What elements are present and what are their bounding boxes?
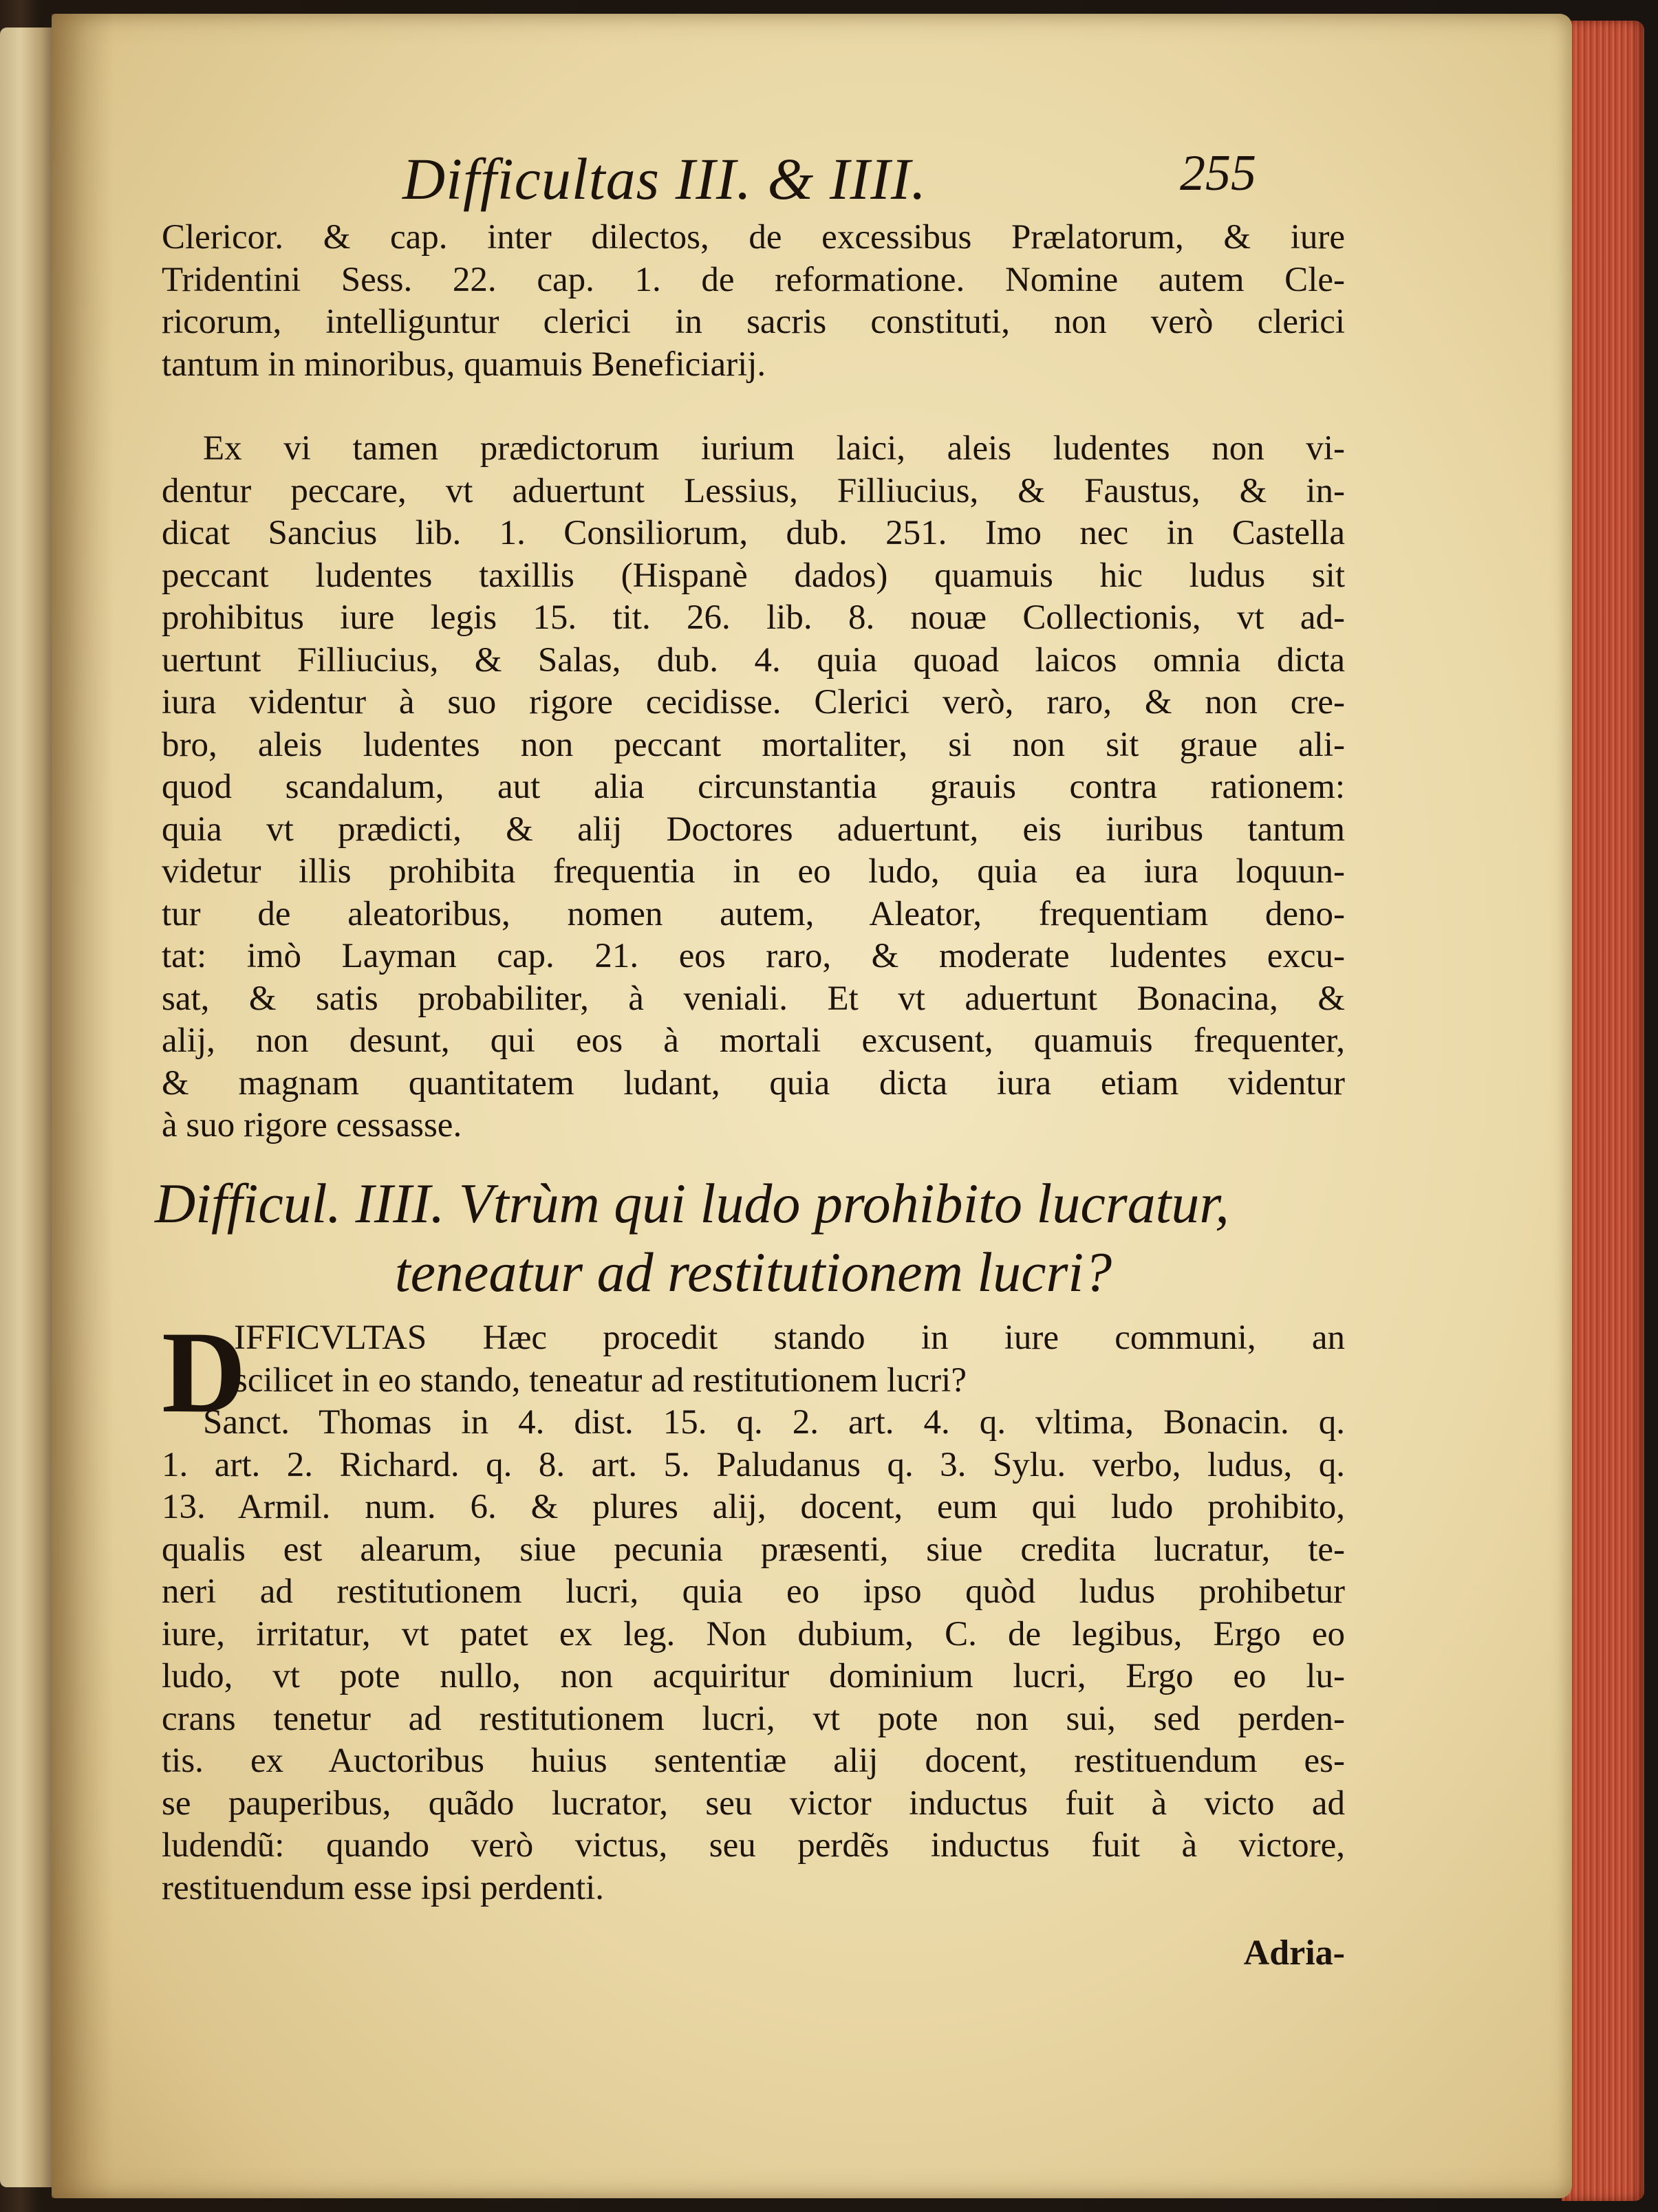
paragraph-opening [234,1317,1345,1402]
text-line: ricorum, intelliguntur clerici in sacris constituti, non verò clerici [162,303,1345,341]
text-line: sat, & satis probabiliter, à veniali. Et vt aduertunt Bonacina, & [162,979,1345,1018]
text-line: prohibitus iure legis 15. tit. 26. lib. 8. nouæ Collectionis, vt ad- [162,598,1345,637]
text-line: iure, irritatur, vt patet ex leg. Non dubium, C. de legibus, Ergo eo [162,1614,1345,1653]
text-line: crans tenetur ad restitutionem lucri, vt pote non sui, sed perden- [162,1699,1345,1738]
page-number: 255 [1180,145,1256,202]
text-line: alij, non desunt, qui eos à mortali excusent, quamuis frequenter, [162,1021,1345,1060]
text-line: tis. ex Auctoribus huius sententiæ alij docent, restituendum es- [162,1742,1345,1780]
running-title: Difficultas III. & IIII. [402,146,927,212]
text-line: & magnam quantitatem ludant, quia dicta iura etiam videntur [162,1063,1345,1103]
text-line: neri ad restitutionem lucri, quia eo ipso quòd ludus prohibetur [162,1572,1345,1611]
text-line: dentur peccare, vt aduertunt Lessius, Filliucius, & Faustus, & in- [162,471,1345,510]
text-line: qualis est alearum, siue pecunia præsenti, siue credita lucratur, te- [162,1530,1345,1569]
text-line: ludendũ: quando verò victus, seu perdẽs inductus fuit à victore, [162,1826,1345,1865]
left-page-edge [0,28,55,2187]
text-line: dicat Sancius lib. 1. Consiliorum, dub. 251. Imo nec in Castella [162,514,1345,552]
drop-cap-initial: D [162,1308,246,1437]
text-line: Tridentini Sess. 22. cap. 1. de reformatione. Nomine autem Cle- [162,260,1345,299]
text-line: tur de aleatoribus, nomen autem, Aleator, frequentiam deno- [162,894,1345,933]
text-line: Sanct. Thomas in 4. dist. 15. q. 2. art. 4. q. vltima, Bonacin. q. [203,1403,1345,1442]
heading-line: teneatur ad restitutionem lucri? [394,1241,1112,1303]
text-line: scilicet in eo stando, teneatur ad restitutionem lucri? [234,1360,967,1400]
running-head [52,144,1572,212]
text-line: 13. Armil. num. 6. & plures alij, docent, eum qui ludo prohibito, [162,1488,1345,1526]
catchword: Adria- [1243,1933,1345,1973]
text-line: Clericor. & cap. inter dilectos, de excessibus Prælatorum, & iure [162,218,1345,257]
text-line: 1. art. 2. Richard. q. 8. art. 5. Paludanus q. 3. Sylu. verbo, ludus, q. [162,1445,1345,1484]
text-line: Ex vi tamen prædictorum iurium laici, aleis ludentes non vi- [203,429,1345,468]
heading-line: Difficul. IIII. Vtrùm qui ludo prohibito lucratur, [155,1172,1229,1235]
red-fore-edge [1562,21,1644,2201]
section-heading [155,1169,1352,1307]
paragraph-continuation [162,217,1345,386]
text-line: quod scandalum, aut alia circunstantia grauis contra rationem: [162,768,1345,806]
text-line: se pauperibus, quãdo lucrator, seu victor inductus fuit à victo ad [162,1783,1345,1823]
text-line: ludo, vt pote nullo, non acquiritur dominium lucri, Ergo eo lu- [162,1657,1345,1695]
text-line: IFFICVLTAS Hæc procedit stando in iure communi, an [234,1319,1345,1357]
text-line: tat: imò Layman cap. 21. eos raro, & moderate ludentes excu- [162,937,1345,975]
text-line: uertunt Filliucius, & Salas, dub. 4. quia quoad laicos omnia dicta [162,640,1345,680]
paragraph-laici [162,428,1345,1147]
text-line: à suo rigore cessasse. [162,1106,462,1145]
book-page [52,14,1572,2198]
text-line: restituendum esse ipsi perdenti. [162,1868,605,1907]
text-line: quia vt prædicti, & alij Doctores aduertunt, eis iuribus tantum [162,810,1345,849]
text-line: bro, aleis ludentes non peccant mortaliter, si non sit graue ali- [162,725,1345,764]
text-line: tantum in minoribus, quamuis Beneficiarij. [162,345,766,384]
paragraph-authorities [162,1402,1345,1909]
text-line: videtur illis prohibita frequentia in eo ludo, quia ea iura loquun- [162,852,1345,891]
text-line: peccant ludentes taxillis (Hispanè dados) quamuis hic ludus sit [162,556,1345,595]
text-line: iura videntur à suo rigore cecidisse. Clerici verò, raro, & non cre- [162,683,1345,722]
